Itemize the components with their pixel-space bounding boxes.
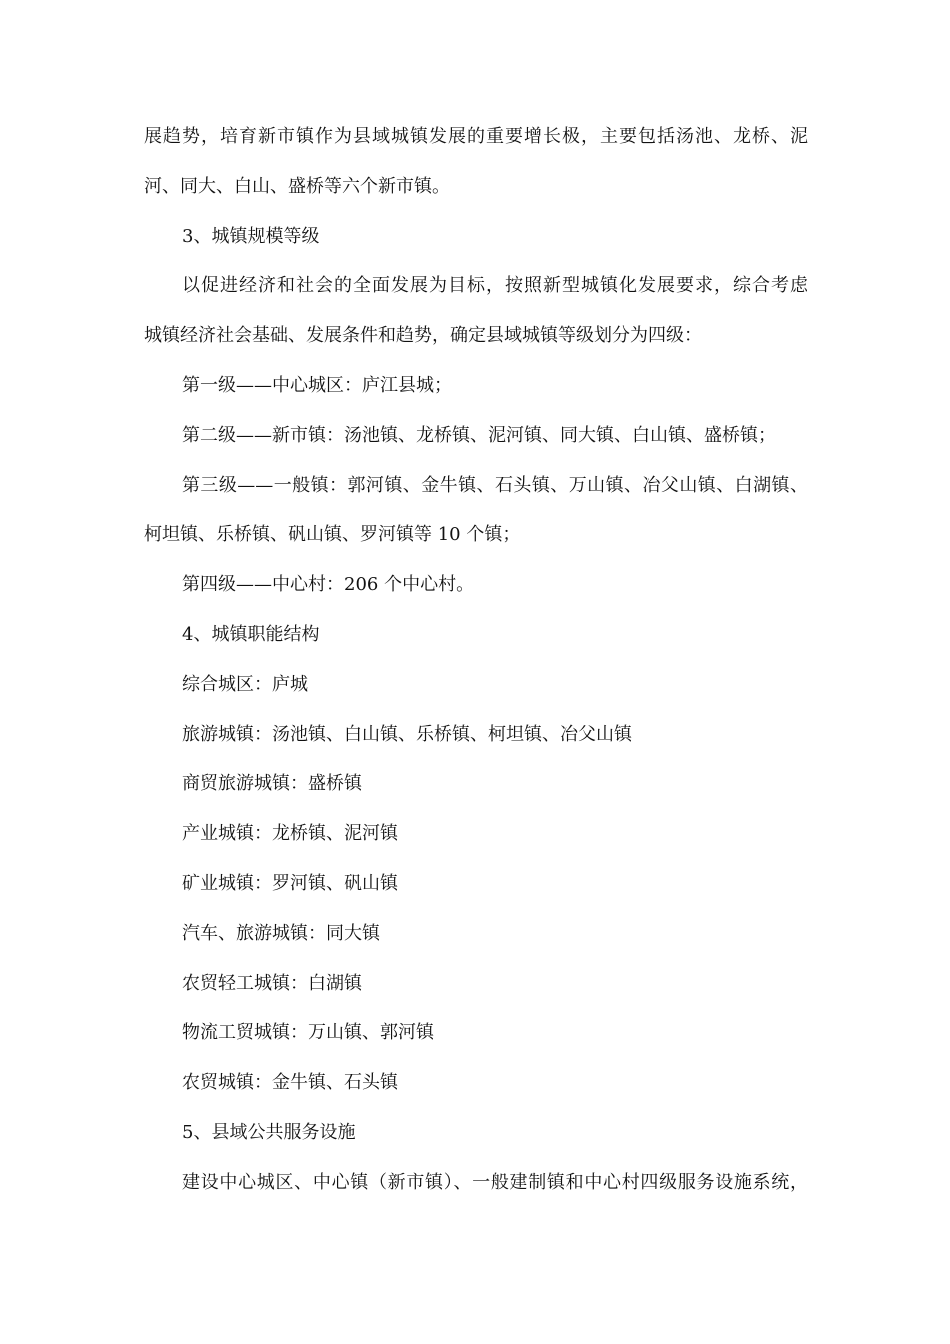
list-item: 商贸旅游城镇：盛桥镇 xyxy=(182,773,362,795)
list-item: 第三级——一般镇：郭河镇、金牛镇、石头镇、万山镇、冶父山镇、白湖镇、 xyxy=(182,474,808,496)
list-item: 物流工贸城镇：万山镇、郭河镇 xyxy=(182,1022,434,1044)
section-heading: 3、城镇规模等级 xyxy=(182,225,320,247)
paragraph-line: 建设中心城区、中心镇（新市镇）、一般建制镇和中心村四级服务设施系统， xyxy=(182,1171,808,1193)
paragraph-line: 以促进经济和社会的全面发展为目标，按照新型城镇化发展要求，综合考虑 xyxy=(182,275,808,297)
list-item: 综合城区：庐城 xyxy=(182,673,308,695)
list-item: 第四级——中心村：206 个中心村。 xyxy=(182,574,475,596)
list-item: 矿业城镇：罗河镇、矾山镇 xyxy=(182,872,398,894)
paragraph-line: 城镇经济社会基础、发展条件和趋势，确定县域城镇等级划分为四级： xyxy=(144,325,702,347)
list-item: 第二级——新市镇：汤池镇、龙桥镇、泥河镇、同大镇、白山镇、盛桥镇； xyxy=(182,424,776,446)
list-item-continuation: 柯坦镇、乐桥镇、矾山镇、罗河镇等 10 个镇； xyxy=(144,524,521,546)
paragraph-line: 展趋势，培育新市镇作为县域城镇发展的重要增长极，主要包括汤池、龙桥、泥 xyxy=(144,126,808,147)
list-item: 农贸轻工城镇：白湖镇 xyxy=(182,972,362,994)
list-item: 产业城镇：龙桥镇、泥河镇 xyxy=(182,823,398,845)
document-body xyxy=(144,119,808,1215)
paragraph-line: 河、同大、白山、盛桥等六个新市镇。 xyxy=(144,175,450,197)
list-item: 第一级——中心城区：庐江县城； xyxy=(182,374,452,396)
section-heading: 5、县域公共服务设施 xyxy=(182,1121,356,1143)
list-item: 农贸城镇：金牛镇、石头镇 xyxy=(182,1072,398,1094)
section-heading: 4、城镇职能结构 xyxy=(182,623,320,645)
list-item: 旅游城镇：汤池镇、白山镇、乐桥镇、柯坦镇、冶父山镇 xyxy=(182,723,632,745)
list-item: 汽车、旅游城镇：同大镇 xyxy=(182,922,380,944)
